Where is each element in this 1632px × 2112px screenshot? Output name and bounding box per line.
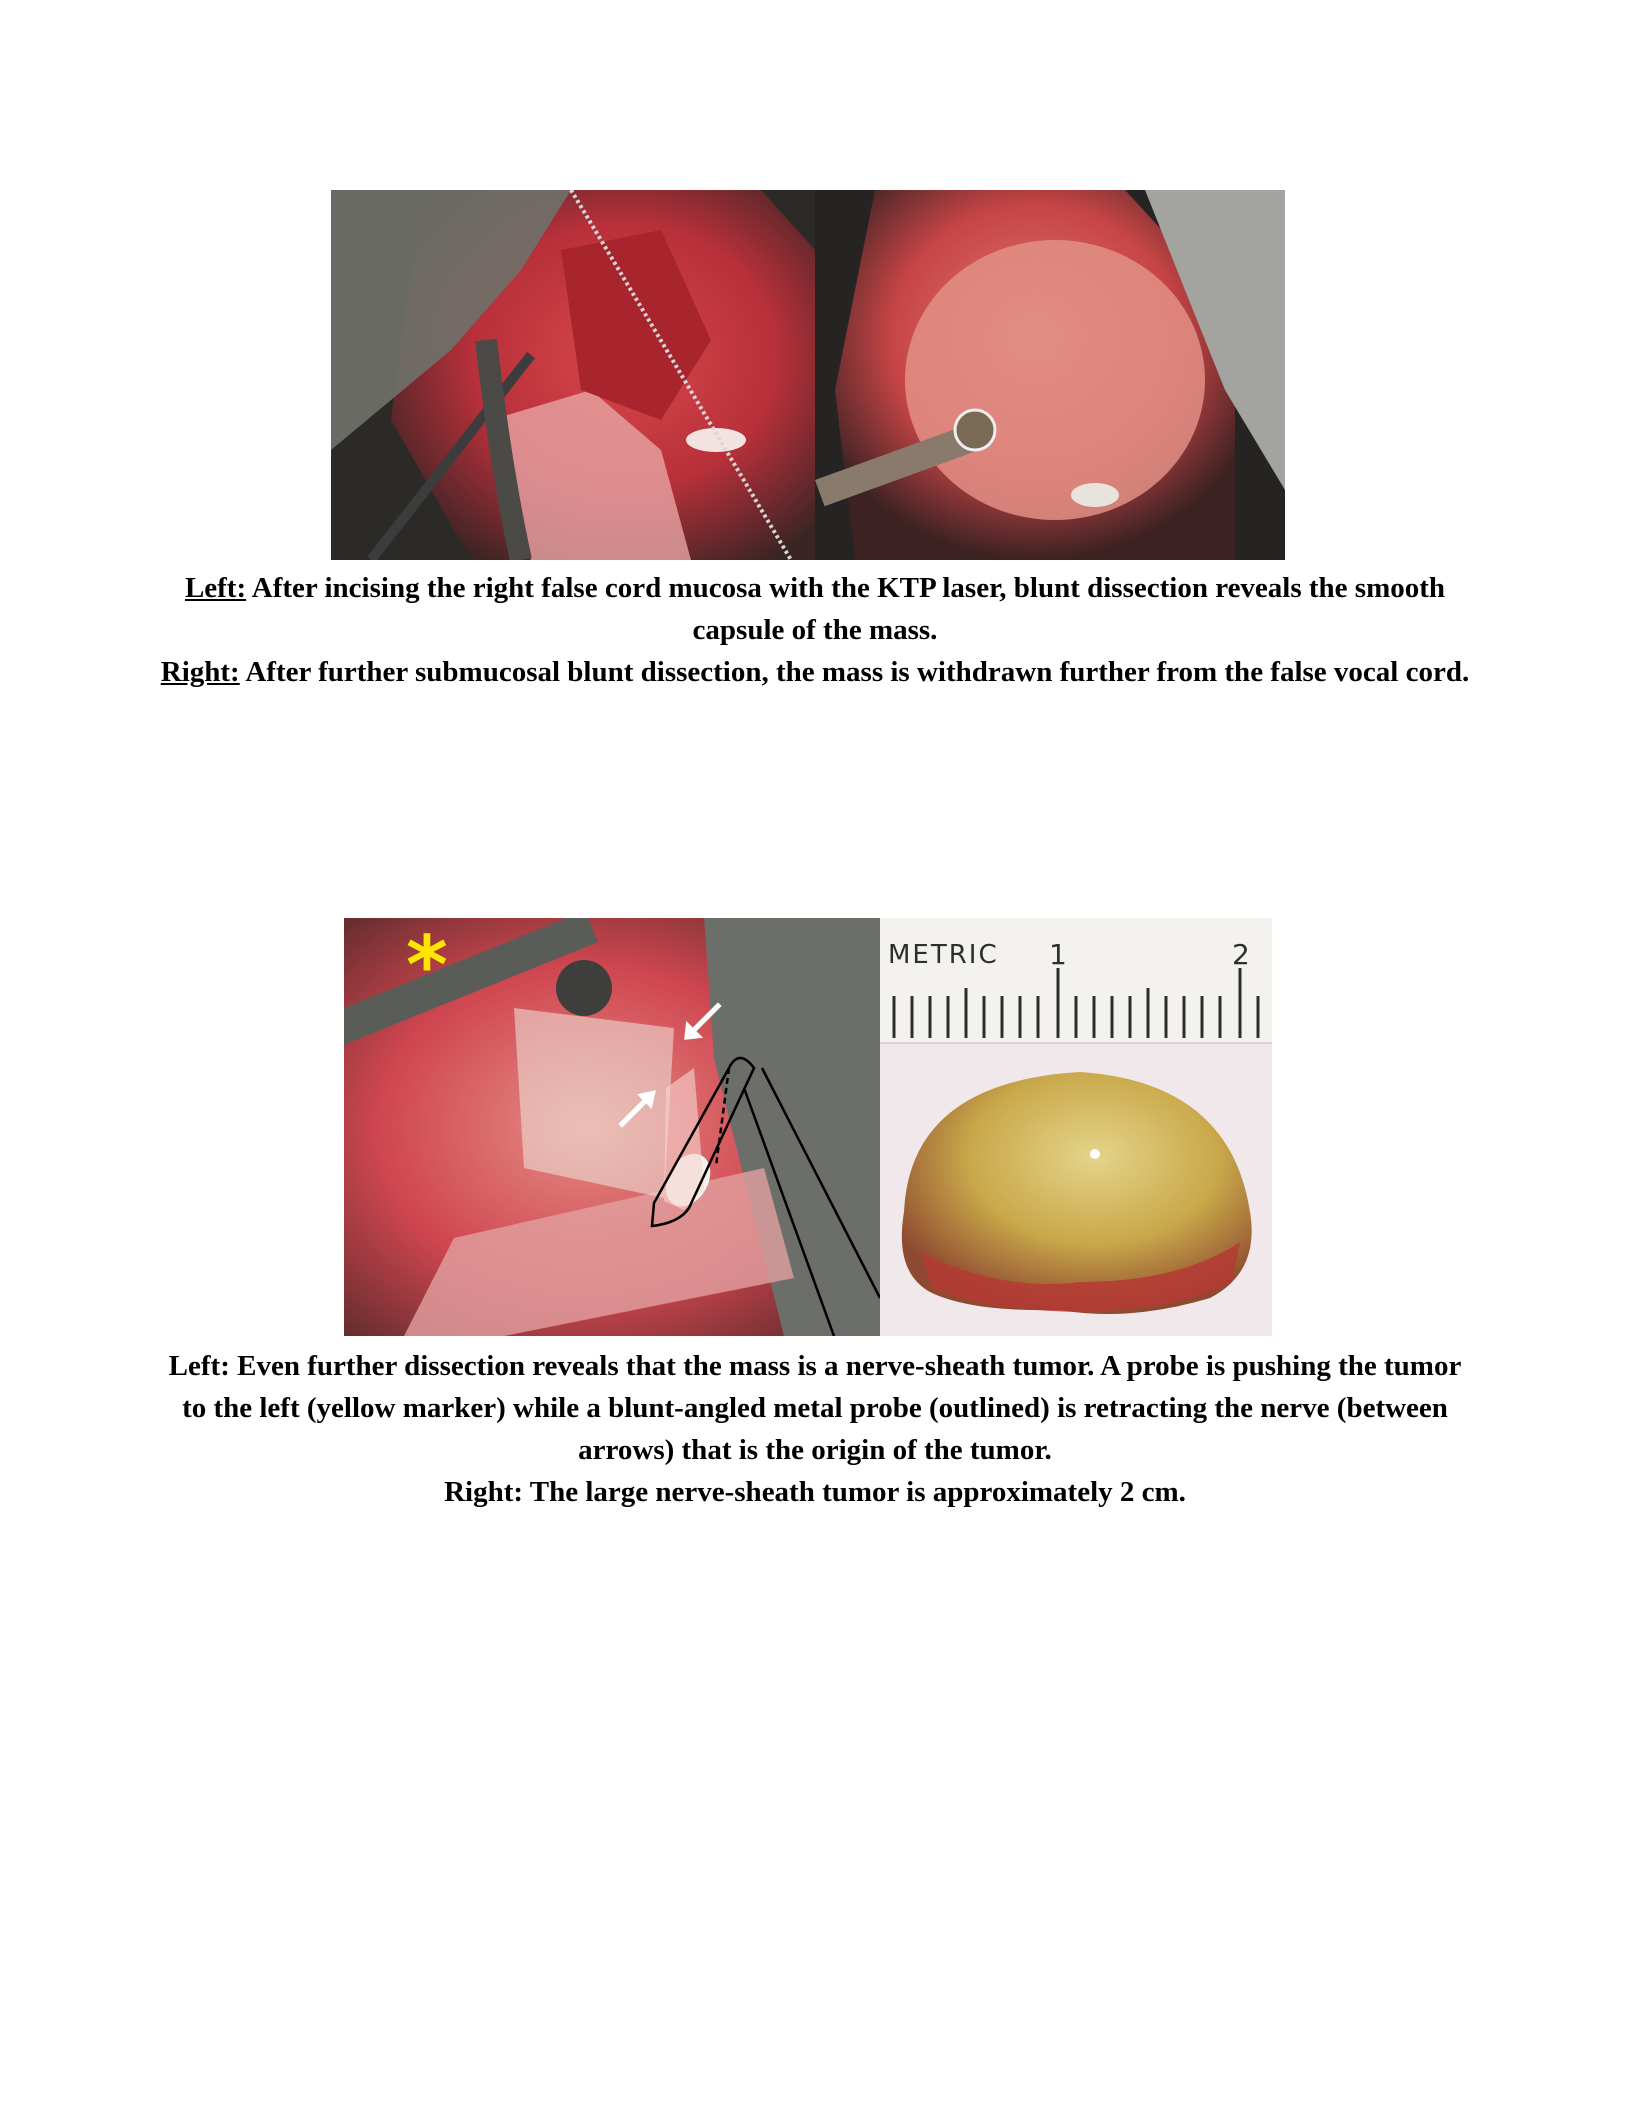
figure1-caption-left	[160, 567, 1470, 651]
figure2-caption-right: Right: The large nerve-sheath tumor is approximately 2 cm.	[444, 1476, 1186, 1508]
photo-false-cord-incision	[331, 190, 815, 560]
ruler-label: METRIC	[888, 940, 999, 970]
arrow-icon	[682, 1000, 724, 1042]
ruler-mark-1: 1	[1049, 938, 1067, 971]
figure1-caption-right	[160, 651, 1470, 693]
metric-ruler	[880, 918, 1272, 1044]
figure1-left-text: After incising the right false cord mucosa with the KTP laser, blunt dissection reveals the smooth capsule of the mass.	[246, 572, 1446, 646]
figure2-caption	[160, 1345, 1470, 1513]
photo-tumor-specimen	[880, 918, 1272, 1336]
figure1-right-label: Right:	[160, 656, 240, 688]
figure1-caption	[160, 567, 1470, 693]
ruler-mark-2: 2	[1232, 938, 1250, 971]
figure2-caption-left: Left: Even further dissection reveals that the mass is a nerve-sheath tumor. A probe is pushing the tumor to the left (yellow marker) while a blunt-angled metal probe (outlined) is retracting the nerve (between arrows) that is the origin of the tumor.	[168, 1350, 1462, 1466]
figure1-right-text: After further submucosal blunt dissection, the mass is withdrawn further from the false vocal cord.	[239, 656, 1470, 688]
asterisk-marker: *	[406, 919, 448, 1012]
photo-mass-withdrawn	[815, 190, 1285, 560]
photo-nerve-sheath-dissection	[344, 918, 880, 1336]
figure1-left-label: Left:	[184, 572, 247, 604]
arrow-icon	[616, 1088, 658, 1130]
